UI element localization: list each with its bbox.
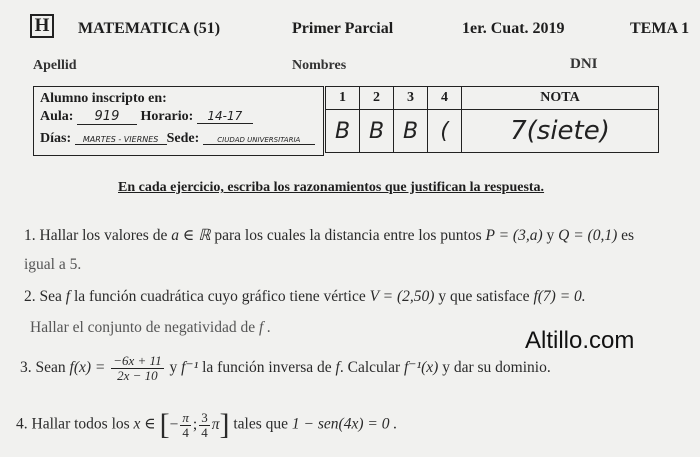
- exercise-2: [24, 288, 586, 306]
- exercise-1: [24, 226, 634, 245]
- exercise-1-point-q: Q = (0,1): [558, 227, 618, 244]
- exam-name: Primer Parcial: [292, 20, 394, 37]
- grade-value-3: B: [394, 110, 428, 153]
- grade-value-nota: 7(siete): [462, 110, 659, 153]
- exercise-4-text-b: tales que: [233, 415, 289, 433]
- exercise-4-bracket-close: ]: [219, 408, 230, 441]
- grades-value-row: [326, 110, 659, 153]
- horario-label: Horario:: [140, 109, 194, 124]
- exercise-4-num-1: π: [182, 409, 189, 425]
- exercise-3-text-a: Sean: [35, 359, 66, 377]
- exercise-3-text-c: . Calcular: [339, 359, 401, 377]
- exercise-2-text-a: Sea: [39, 288, 62, 305]
- exercise-4-separator: ;: [192, 416, 198, 433]
- grade-header-2: 2: [360, 87, 394, 110]
- exercise-3-finv: f⁻¹: [181, 359, 199, 377]
- enrollment-title: Alumno inscripto en:: [40, 91, 167, 106]
- exercise-1-number: 1.: [24, 227, 36, 244]
- exercise-2-line-2: [30, 319, 271, 337]
- exercise-3-and: y: [169, 359, 178, 377]
- dias-value: MARTES - VIERNES: [75, 135, 167, 145]
- exercise-3-text-d: y dar su dominio.: [442, 359, 551, 377]
- aula-label: Aula:: [40, 109, 74, 124]
- exercise-1-text-c: es: [621, 227, 635, 244]
- exercise-3: [20, 354, 551, 383]
- exercise-3-fx: f(x) =: [69, 359, 106, 377]
- exercise-1-line-2: igual a 5.: [24, 256, 82, 273]
- exercise-3-number: 3.: [20, 359, 32, 377]
- exercise-2-condition: f(7) = 0.: [533, 288, 586, 305]
- exercise-1-and: y: [546, 227, 555, 244]
- grade-header-nota: NOTA: [462, 87, 659, 110]
- exercise-2-text-c: y que satisface: [438, 288, 530, 305]
- horario-value: 14-17: [197, 109, 253, 124]
- dias-row: [40, 131, 315, 147]
- exercise-4-den-2: 4: [201, 424, 208, 440]
- grades-table: [325, 86, 659, 153]
- exercise-1-var: a ∈ ℝ: [171, 227, 211, 244]
- subject-title: MATEMATICA (51): [78, 20, 221, 37]
- nombres-label: Nombres: [292, 58, 347, 73]
- apellido-label: Apellid: [33, 58, 77, 73]
- exercise-4-bracket-open: [: [159, 408, 170, 441]
- exercise-4-minus: −: [169, 416, 179, 433]
- exercise-2-line-2-f: f .: [258, 319, 272, 336]
- exercise-4-x-in: x ∈: [133, 415, 156, 433]
- grade-value-1: B: [326, 110, 360, 153]
- dias-label: Días:: [40, 131, 72, 146]
- exercise-3-denominator: 2x − 10: [117, 368, 158, 383]
- instructions: En cada ejercicio, escriba los razonamientos que justifican la respuesta.: [118, 180, 545, 195]
- exercise-4-text-a: Hallar todos los: [31, 415, 130, 433]
- exercise-4-fraction-2: [199, 411, 210, 440]
- exam-period: 1er. Cuat. 2019: [462, 20, 565, 37]
- exercise-4-fraction-1: [180, 411, 191, 440]
- enrollment-box: [33, 86, 324, 156]
- grade-header-1: 1: [326, 87, 360, 110]
- exercise-1-text-b: para los cuales la distancia entre los puntos: [214, 227, 482, 244]
- exercise-1-text-a: Hallar los valores de: [39, 227, 168, 244]
- exercise-4: [16, 408, 397, 442]
- exercise-4-number: 4.: [16, 415, 28, 433]
- exercise-4-num-2: 3: [201, 409, 208, 425]
- exercise-3-text-b: la función inversa de: [202, 359, 332, 377]
- exercise-4-pi: π: [211, 416, 220, 433]
- exercise-2-number: 2.: [24, 288, 36, 305]
- grades-header-row: [326, 87, 659, 110]
- sede-value: CIUDAD UNIVERSITARIA: [203, 136, 315, 145]
- exercise-3-finvx: f⁻¹(x): [404, 359, 439, 377]
- exercise-3-fraction: [111, 354, 163, 383]
- exercise-3-f: f: [335, 359, 340, 377]
- exercise-2-f: f: [65, 288, 71, 305]
- exam-tema: TEMA 1: [630, 20, 690, 37]
- grade-value-4: (: [428, 110, 462, 153]
- grade-header-4: 4: [428, 87, 462, 110]
- aula-row: [40, 109, 253, 125]
- watermark: Altillo.com: [525, 327, 635, 354]
- exam-badge: H: [30, 14, 54, 38]
- exercise-3-numerator: −6x + 11: [113, 353, 162, 368]
- exercise-2-line-2-text: Hallar el conjunto de negatividad de: [30, 319, 256, 336]
- grade-header-3: 3: [394, 87, 428, 110]
- exercise-2-text-b: la función cuadrática cuyo gráfico tiene vértice: [73, 288, 366, 305]
- exercise-4-equation: 1 − sen(4x) = 0 .: [291, 415, 398, 433]
- aula-value: 919: [77, 109, 137, 125]
- exercise-2-vertex: V = (2,50): [369, 288, 435, 305]
- exercise-4-den-1: 4: [182, 424, 189, 440]
- dni-label: DNI: [570, 56, 598, 72]
- exercise-1-point-p: P = (3,a): [485, 227, 543, 244]
- grade-value-2: B: [360, 110, 394, 153]
- sede-label: Sede:: [166, 131, 200, 146]
